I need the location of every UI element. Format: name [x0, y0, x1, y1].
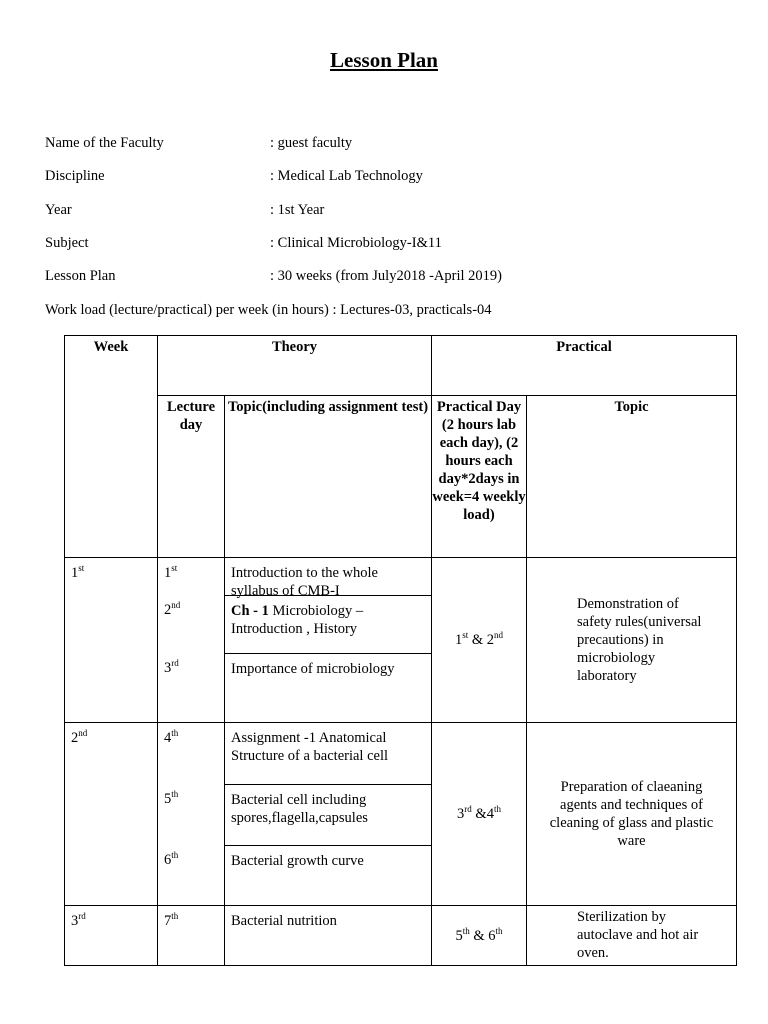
table-row — [65, 558, 737, 723]
header-week: Week — [65, 336, 158, 558]
practical-day-cell: 5th & 6th — [432, 906, 527, 966]
header-topic-practical: Topic — [527, 396, 737, 558]
info-label-year: Year — [45, 202, 72, 218]
info-value-faculty: : guest faculty — [270, 135, 353, 151]
week-cell: 1st — [65, 558, 158, 723]
header-lecture-day: Lecture day — [158, 396, 225, 558]
lecture-topic: Bacterial growth curve — [225, 845, 431, 901]
lecture-topic-cell — [225, 558, 432, 723]
lecture-topic: Ch - 1 Microbiology – Introduction , History — [225, 595, 431, 653]
lecture-day-cell: 1st 2nd 3rd — [158, 558, 225, 723]
info-label-discipline: Discipline — [45, 168, 105, 184]
workload-line: Work load (lecture/practical) per week (in hours) : Lectures-03, practicals-04 — [45, 302, 492, 318]
practical-day-cell: 1st & 2nd — [432, 558, 527, 723]
lecture-day-cell: 7th — [158, 906, 225, 966]
practical-topic: Preparation of claeaning agents and techniques of cleaning of glass and plastic ware — [549, 779, 714, 849]
lecture-topic: Introduction to the whole syllabus of CMB-I — [231, 565, 378, 599]
lesson-plan-table — [64, 335, 737, 966]
lecture-topic: Bacterial nutrition — [225, 906, 432, 966]
lecture-topic: Bacterial cell including spores,flagella,capsules — [225, 784, 431, 845]
info-value-discipline: : Medical Lab Technology — [270, 168, 423, 184]
page-title: Lesson Plan — [330, 48, 438, 72]
info-label-subject: Subject — [45, 235, 89, 251]
info-label-faculty: Name of the Faculty — [45, 135, 164, 151]
practical-topic: Sterilization by autoclave and hot air oven. — [577, 909, 699, 961]
table-row — [65, 723, 737, 906]
week-cell: 3rd — [65, 906, 158, 966]
lecture-day-cell: 4th 5th 6th — [158, 723, 225, 906]
week-cell: 2nd — [65, 723, 158, 906]
info-value-subject: : Clinical Microbiology-I&11 — [270, 235, 442, 251]
practical-topic-cell — [527, 558, 737, 723]
info-label-lesson-plan: Lesson Plan — [45, 268, 116, 284]
practical-topic: Demonstration of safety rules(universal precautions) in microbiology laboratory — [577, 596, 702, 684]
header-practical-day: Practical Day (2 hours lab each day), (2 hours each day*2days in week=4 weekly load) — [432, 396, 527, 558]
header-practical: Practical — [432, 336, 737, 396]
practical-day-cell: 3rd &4th — [432, 723, 527, 906]
lecture-topic: Assignment -1 Anatomical Structure of a bacterial cell — [231, 730, 389, 764]
header-topic-theory: Topic(including assignment test) — [225, 396, 432, 558]
lecture-topic-cell — [225, 723, 432, 906]
practical-topic-cell — [527, 906, 737, 966]
info-value-year: : 1st Year — [270, 202, 325, 218]
lecture-topic: Importance of microbiology — [225, 653, 431, 722]
table-row — [65, 906, 737, 966]
header-theory: Theory — [158, 336, 432, 396]
info-value-lesson-plan: : 30 weeks (from July2018 -April 2019) — [270, 268, 502, 284]
practical-topic-cell — [527, 723, 737, 906]
